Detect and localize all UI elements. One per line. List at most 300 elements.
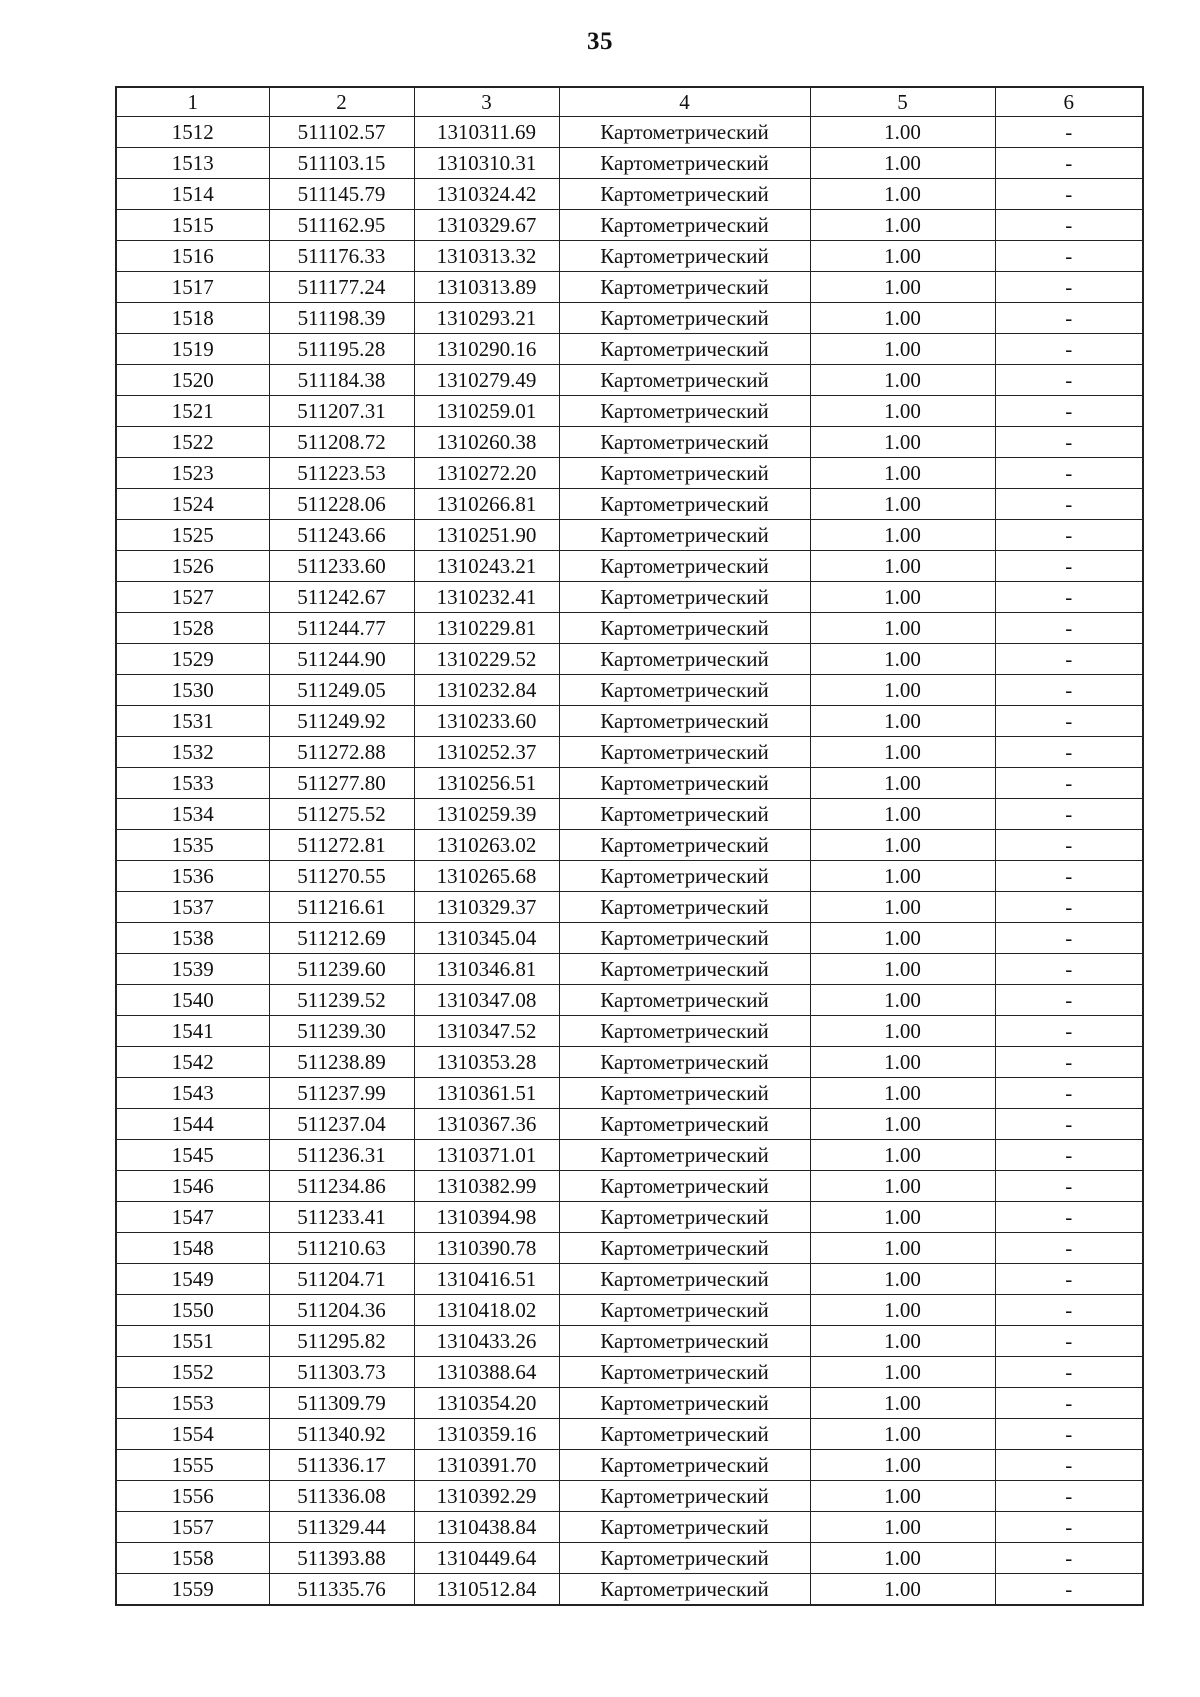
table-row bbox=[116, 1357, 1143, 1388]
accuracy-cell: 1.00 bbox=[810, 613, 995, 644]
x-coordinate-cell: 511233.60 bbox=[269, 551, 414, 582]
table-row bbox=[116, 489, 1143, 520]
description-cell: - bbox=[995, 1047, 1143, 1078]
y-coordinate-cell: 1310329.37 bbox=[414, 892, 559, 923]
point-number-cell: 1547 bbox=[116, 1202, 269, 1233]
point-number-cell: 1516 bbox=[116, 241, 269, 272]
y-coordinate-cell: 1310438.84 bbox=[414, 1512, 559, 1543]
accuracy-cell: 1.00 bbox=[810, 1574, 995, 1606]
method-cell: Картометрический bbox=[559, 861, 810, 892]
method-cell: Картометрический bbox=[559, 1543, 810, 1574]
point-number-cell: 1536 bbox=[116, 861, 269, 892]
table-row bbox=[116, 1512, 1143, 1543]
y-coordinate-cell: 1310251.90 bbox=[414, 520, 559, 551]
method-cell: Картометрический bbox=[559, 737, 810, 768]
table-row bbox=[116, 1047, 1143, 1078]
y-coordinate-cell: 1310243.21 bbox=[414, 551, 559, 582]
table-row bbox=[116, 1388, 1143, 1419]
table-row bbox=[116, 117, 1143, 148]
y-coordinate-cell: 1310390.78 bbox=[414, 1233, 559, 1264]
point-number-cell: 1550 bbox=[116, 1295, 269, 1326]
y-coordinate-cell: 1310324.42 bbox=[414, 179, 559, 210]
description-cell: - bbox=[995, 923, 1143, 954]
description-cell: - bbox=[995, 551, 1143, 582]
description-cell: - bbox=[995, 427, 1143, 458]
y-coordinate-cell: 1310229.52 bbox=[414, 644, 559, 675]
point-number-cell: 1519 bbox=[116, 334, 269, 365]
y-coordinate-cell: 1310272.20 bbox=[414, 458, 559, 489]
y-coordinate-cell: 1310353.28 bbox=[414, 1047, 559, 1078]
accuracy-cell: 1.00 bbox=[810, 272, 995, 303]
x-coordinate-cell: 511195.28 bbox=[269, 334, 414, 365]
method-cell: Картометрический bbox=[559, 1574, 810, 1606]
accuracy-cell: 1.00 bbox=[810, 1078, 995, 1109]
table-row bbox=[116, 644, 1143, 675]
method-cell: Картометрический bbox=[559, 241, 810, 272]
description-cell: - bbox=[995, 1388, 1143, 1419]
accuracy-cell: 1.00 bbox=[810, 1233, 995, 1264]
y-coordinate-cell: 1310229.81 bbox=[414, 613, 559, 644]
accuracy-cell: 1.00 bbox=[810, 768, 995, 799]
accuracy-cell: 1.00 bbox=[810, 954, 995, 985]
method-cell: Картометрический bbox=[559, 1202, 810, 1233]
description-cell: - bbox=[995, 210, 1143, 241]
accuracy-cell: 1.00 bbox=[810, 1388, 995, 1419]
method-cell: Картометрический bbox=[559, 706, 810, 737]
x-coordinate-cell: 511249.05 bbox=[269, 675, 414, 706]
coordinates-table bbox=[115, 86, 1144, 1606]
accuracy-cell: 1.00 bbox=[810, 675, 995, 706]
x-coordinate-cell: 511239.30 bbox=[269, 1016, 414, 1047]
point-number-cell: 1557 bbox=[116, 1512, 269, 1543]
accuracy-cell: 1.00 bbox=[810, 489, 995, 520]
method-cell: Картометрический bbox=[559, 1419, 810, 1450]
method-cell: Картометрический bbox=[559, 148, 810, 179]
point-number-cell: 1558 bbox=[116, 1543, 269, 1574]
y-coordinate-cell: 1310418.02 bbox=[414, 1295, 559, 1326]
x-coordinate-cell: 511237.04 bbox=[269, 1109, 414, 1140]
x-coordinate-cell: 511102.57 bbox=[269, 117, 414, 148]
method-cell: Картометрический bbox=[559, 768, 810, 799]
x-coordinate-cell: 511198.39 bbox=[269, 303, 414, 334]
method-cell: Картометрический bbox=[559, 1326, 810, 1357]
table-row bbox=[116, 1016, 1143, 1047]
description-cell: - bbox=[995, 1016, 1143, 1047]
x-coordinate-cell: 511207.31 bbox=[269, 396, 414, 427]
table-row bbox=[116, 768, 1143, 799]
point-number-cell: 1551 bbox=[116, 1326, 269, 1357]
table-row bbox=[116, 551, 1143, 582]
method-cell: Картометрический bbox=[559, 613, 810, 644]
accuracy-cell: 1.00 bbox=[810, 830, 995, 861]
table-row bbox=[116, 830, 1143, 861]
table-row bbox=[116, 675, 1143, 706]
accuracy-cell: 1.00 bbox=[810, 365, 995, 396]
x-coordinate-cell: 511176.33 bbox=[269, 241, 414, 272]
description-cell: - bbox=[995, 1574, 1143, 1606]
x-coordinate-cell: 511204.36 bbox=[269, 1295, 414, 1326]
x-coordinate-cell: 511249.92 bbox=[269, 706, 414, 737]
x-coordinate-cell: 511208.72 bbox=[269, 427, 414, 458]
description-cell: - bbox=[995, 675, 1143, 706]
accuracy-cell: 1.00 bbox=[810, 706, 995, 737]
x-coordinate-cell: 511204.71 bbox=[269, 1264, 414, 1295]
table-row bbox=[116, 892, 1143, 923]
description-cell: - bbox=[995, 1140, 1143, 1171]
method-cell: Картометрический bbox=[559, 1233, 810, 1264]
header-cell-col-1: 1 bbox=[116, 87, 269, 117]
x-coordinate-cell: 511184.38 bbox=[269, 365, 414, 396]
point-number-cell: 1552 bbox=[116, 1357, 269, 1388]
table-row bbox=[116, 1419, 1143, 1450]
description-cell: - bbox=[995, 644, 1143, 675]
table-row bbox=[116, 1078, 1143, 1109]
accuracy-cell: 1.00 bbox=[810, 551, 995, 582]
description-cell: - bbox=[995, 241, 1143, 272]
accuracy-cell: 1.00 bbox=[810, 644, 995, 675]
description-cell: - bbox=[995, 1543, 1143, 1574]
x-coordinate-cell: 511295.82 bbox=[269, 1326, 414, 1357]
y-coordinate-cell: 1310232.41 bbox=[414, 582, 559, 613]
description-cell: - bbox=[995, 303, 1143, 334]
method-cell: Картометрический bbox=[559, 830, 810, 861]
method-cell: Картометрический bbox=[559, 1140, 810, 1171]
x-coordinate-cell: 511216.61 bbox=[269, 892, 414, 923]
method-cell: Картометрический bbox=[559, 272, 810, 303]
method-cell: Картометрический bbox=[559, 1078, 810, 1109]
accuracy-cell: 1.00 bbox=[810, 582, 995, 613]
y-coordinate-cell: 1310391.70 bbox=[414, 1450, 559, 1481]
description-cell: - bbox=[995, 1202, 1143, 1233]
table-row bbox=[116, 210, 1143, 241]
point-number-cell: 1540 bbox=[116, 985, 269, 1016]
header-cell-col-4: 4 bbox=[559, 87, 810, 117]
table-row bbox=[116, 179, 1143, 210]
method-cell: Картометрический bbox=[559, 1450, 810, 1481]
y-coordinate-cell: 1310329.67 bbox=[414, 210, 559, 241]
point-number-cell: 1514 bbox=[116, 179, 269, 210]
x-coordinate-cell: 511277.80 bbox=[269, 768, 414, 799]
method-cell: Картометрический bbox=[559, 179, 810, 210]
table-row bbox=[116, 1109, 1143, 1140]
x-coordinate-cell: 511228.06 bbox=[269, 489, 414, 520]
description-cell: - bbox=[995, 861, 1143, 892]
table-row bbox=[116, 458, 1143, 489]
method-cell: Картометрический bbox=[559, 1357, 810, 1388]
y-coordinate-cell: 1310293.21 bbox=[414, 303, 559, 334]
accuracy-cell: 1.00 bbox=[810, 303, 995, 334]
y-coordinate-cell: 1310259.01 bbox=[414, 396, 559, 427]
x-coordinate-cell: 511243.66 bbox=[269, 520, 414, 551]
point-number-cell: 1556 bbox=[116, 1481, 269, 1512]
x-coordinate-cell: 511340.92 bbox=[269, 1419, 414, 1450]
table-row bbox=[116, 1295, 1143, 1326]
description-cell: - bbox=[995, 985, 1143, 1016]
y-coordinate-cell: 1310394.98 bbox=[414, 1202, 559, 1233]
y-coordinate-cell: 1310354.20 bbox=[414, 1388, 559, 1419]
accuracy-cell: 1.00 bbox=[810, 1481, 995, 1512]
description-cell: - bbox=[995, 1109, 1143, 1140]
x-coordinate-cell: 511212.69 bbox=[269, 923, 414, 954]
x-coordinate-cell: 511393.88 bbox=[269, 1543, 414, 1574]
accuracy-cell: 1.00 bbox=[810, 1264, 995, 1295]
x-coordinate-cell: 511336.17 bbox=[269, 1450, 414, 1481]
method-cell: Картометрический bbox=[559, 1109, 810, 1140]
table-row bbox=[116, 1233, 1143, 1264]
point-number-cell: 1530 bbox=[116, 675, 269, 706]
y-coordinate-cell: 1310265.68 bbox=[414, 861, 559, 892]
x-coordinate-cell: 511223.53 bbox=[269, 458, 414, 489]
accuracy-cell: 1.00 bbox=[810, 1326, 995, 1357]
accuracy-cell: 1.00 bbox=[810, 737, 995, 768]
description-cell: - bbox=[995, 1326, 1143, 1357]
point-number-cell: 1513 bbox=[116, 148, 269, 179]
description-cell: - bbox=[995, 1264, 1143, 1295]
y-coordinate-cell: 1310416.51 bbox=[414, 1264, 559, 1295]
x-coordinate-cell: 511272.88 bbox=[269, 737, 414, 768]
x-coordinate-cell: 511210.63 bbox=[269, 1233, 414, 1264]
y-coordinate-cell: 1310347.08 bbox=[414, 985, 559, 1016]
point-number-cell: 1527 bbox=[116, 582, 269, 613]
table-row bbox=[116, 861, 1143, 892]
accuracy-cell: 1.00 bbox=[810, 1419, 995, 1450]
method-cell: Картометрический bbox=[559, 427, 810, 458]
y-coordinate-cell: 1310449.64 bbox=[414, 1543, 559, 1574]
x-coordinate-cell: 511233.41 bbox=[269, 1202, 414, 1233]
point-number-cell: 1512 bbox=[116, 117, 269, 148]
point-number-cell: 1520 bbox=[116, 365, 269, 396]
description-cell: - bbox=[995, 272, 1143, 303]
point-number-cell: 1533 bbox=[116, 768, 269, 799]
table-row bbox=[116, 272, 1143, 303]
y-coordinate-cell: 1310388.64 bbox=[414, 1357, 559, 1388]
x-coordinate-cell: 511275.52 bbox=[269, 799, 414, 830]
table-row bbox=[116, 1264, 1143, 1295]
x-coordinate-cell: 511303.73 bbox=[269, 1357, 414, 1388]
method-cell: Картометрический bbox=[559, 923, 810, 954]
y-coordinate-cell: 1310371.01 bbox=[414, 1140, 559, 1171]
accuracy-cell: 1.00 bbox=[810, 799, 995, 830]
method-cell: Картометрический bbox=[559, 210, 810, 241]
x-coordinate-cell: 511244.77 bbox=[269, 613, 414, 644]
x-coordinate-cell: 511244.90 bbox=[269, 644, 414, 675]
point-number-cell: 1553 bbox=[116, 1388, 269, 1419]
description-cell: - bbox=[995, 1419, 1143, 1450]
point-number-cell: 1544 bbox=[116, 1109, 269, 1140]
method-cell: Картометрический bbox=[559, 1264, 810, 1295]
description-cell: - bbox=[995, 1512, 1143, 1543]
y-coordinate-cell: 1310359.16 bbox=[414, 1419, 559, 1450]
description-cell: - bbox=[995, 148, 1143, 179]
description-cell: - bbox=[995, 954, 1143, 985]
description-cell: - bbox=[995, 396, 1143, 427]
description-cell: - bbox=[995, 1171, 1143, 1202]
x-coordinate-cell: 511272.81 bbox=[269, 830, 414, 861]
method-cell: Картометрический bbox=[559, 1295, 810, 1326]
description-cell: - bbox=[995, 737, 1143, 768]
point-number-cell: 1518 bbox=[116, 303, 269, 334]
method-cell: Картометрический bbox=[559, 551, 810, 582]
point-number-cell: 1524 bbox=[116, 489, 269, 520]
table-row bbox=[116, 1202, 1143, 1233]
accuracy-cell: 1.00 bbox=[810, 458, 995, 489]
description-cell: - bbox=[995, 582, 1143, 613]
table-row bbox=[116, 582, 1143, 613]
y-coordinate-cell: 1310256.51 bbox=[414, 768, 559, 799]
description-cell: - bbox=[995, 489, 1143, 520]
point-number-cell: 1538 bbox=[116, 923, 269, 954]
accuracy-cell: 1.00 bbox=[810, 1047, 995, 1078]
table-row bbox=[116, 706, 1143, 737]
accuracy-cell: 1.00 bbox=[810, 923, 995, 954]
accuracy-cell: 1.00 bbox=[810, 985, 995, 1016]
point-number-cell: 1521 bbox=[116, 396, 269, 427]
x-coordinate-cell: 511329.44 bbox=[269, 1512, 414, 1543]
accuracy-cell: 1.00 bbox=[810, 1357, 995, 1388]
y-coordinate-cell: 1310433.26 bbox=[414, 1326, 559, 1357]
accuracy-cell: 1.00 bbox=[810, 210, 995, 241]
y-coordinate-cell: 1310311.69 bbox=[414, 117, 559, 148]
method-cell: Картометрический bbox=[559, 1016, 810, 1047]
description-cell: - bbox=[995, 830, 1143, 861]
method-cell: Картометрический bbox=[559, 489, 810, 520]
description-cell: - bbox=[995, 1481, 1143, 1512]
point-number-cell: 1548 bbox=[116, 1233, 269, 1264]
x-coordinate-cell: 511177.24 bbox=[269, 272, 414, 303]
point-number-cell: 1525 bbox=[116, 520, 269, 551]
x-coordinate-cell: 511336.08 bbox=[269, 1481, 414, 1512]
x-coordinate-cell: 511335.76 bbox=[269, 1574, 414, 1606]
accuracy-cell: 1.00 bbox=[810, 396, 995, 427]
y-coordinate-cell: 1310263.02 bbox=[414, 830, 559, 861]
method-cell: Картометрический bbox=[559, 644, 810, 675]
method-cell: Картометрический bbox=[559, 1512, 810, 1543]
x-coordinate-cell: 511162.95 bbox=[269, 210, 414, 241]
x-coordinate-cell: 511239.60 bbox=[269, 954, 414, 985]
method-cell: Картометрический bbox=[559, 520, 810, 551]
accuracy-cell: 1.00 bbox=[810, 520, 995, 551]
y-coordinate-cell: 1310345.04 bbox=[414, 923, 559, 954]
table-row bbox=[116, 334, 1143, 365]
point-number-cell: 1532 bbox=[116, 737, 269, 768]
point-number-cell: 1545 bbox=[116, 1140, 269, 1171]
description-cell: - bbox=[995, 1357, 1143, 1388]
point-number-cell: 1534 bbox=[116, 799, 269, 830]
point-number-cell: 1517 bbox=[116, 272, 269, 303]
table-row bbox=[116, 1171, 1143, 1202]
y-coordinate-cell: 1310232.84 bbox=[414, 675, 559, 706]
accuracy-cell: 1.00 bbox=[810, 334, 995, 365]
method-cell: Картометрический bbox=[559, 799, 810, 830]
point-number-cell: 1528 bbox=[116, 613, 269, 644]
accuracy-cell: 1.00 bbox=[810, 1016, 995, 1047]
table-row bbox=[116, 427, 1143, 458]
method-cell: Картометрический bbox=[559, 582, 810, 613]
point-number-cell: 1529 bbox=[116, 644, 269, 675]
accuracy-cell: 1.00 bbox=[810, 892, 995, 923]
description-cell: - bbox=[995, 458, 1143, 489]
point-number-cell: 1539 bbox=[116, 954, 269, 985]
method-cell: Картометрический bbox=[559, 985, 810, 1016]
y-coordinate-cell: 1310382.99 bbox=[414, 1171, 559, 1202]
x-coordinate-cell: 511309.79 bbox=[269, 1388, 414, 1419]
y-coordinate-cell: 1310347.52 bbox=[414, 1016, 559, 1047]
x-coordinate-cell: 511237.99 bbox=[269, 1078, 414, 1109]
method-cell: Картометрический bbox=[559, 458, 810, 489]
page-number: 35 bbox=[587, 28, 613, 55]
table-row bbox=[116, 985, 1143, 1016]
y-coordinate-cell: 1310313.89 bbox=[414, 272, 559, 303]
method-cell: Картометрический bbox=[559, 1481, 810, 1512]
y-coordinate-cell: 1310252.37 bbox=[414, 737, 559, 768]
table-row bbox=[116, 520, 1143, 551]
table-header-row bbox=[116, 87, 1143, 117]
method-cell: Картометрический bbox=[559, 954, 810, 985]
method-cell: Картометрический bbox=[559, 1171, 810, 1202]
y-coordinate-cell: 1310310.31 bbox=[414, 148, 559, 179]
x-coordinate-cell: 511239.52 bbox=[269, 985, 414, 1016]
y-coordinate-cell: 1310346.81 bbox=[414, 954, 559, 985]
accuracy-cell: 1.00 bbox=[810, 427, 995, 458]
header-cell-col-5: 5 bbox=[810, 87, 995, 117]
method-cell: Картометрический bbox=[559, 303, 810, 334]
accuracy-cell: 1.00 bbox=[810, 117, 995, 148]
method-cell: Картометрический bbox=[559, 396, 810, 427]
accuracy-cell: 1.00 bbox=[810, 861, 995, 892]
point-number-cell: 1526 bbox=[116, 551, 269, 582]
accuracy-cell: 1.00 bbox=[810, 1295, 995, 1326]
accuracy-cell: 1.00 bbox=[810, 1109, 995, 1140]
description-cell: - bbox=[995, 892, 1143, 923]
description-cell: - bbox=[995, 179, 1143, 210]
description-cell: - bbox=[995, 1450, 1143, 1481]
point-number-cell: 1555 bbox=[116, 1450, 269, 1481]
accuracy-cell: 1.00 bbox=[810, 179, 995, 210]
y-coordinate-cell: 1310260.38 bbox=[414, 427, 559, 458]
accuracy-cell: 1.00 bbox=[810, 1171, 995, 1202]
description-cell: - bbox=[995, 1295, 1143, 1326]
table-row bbox=[116, 737, 1143, 768]
description-cell: - bbox=[995, 768, 1143, 799]
x-coordinate-cell: 511236.31 bbox=[269, 1140, 414, 1171]
point-number-cell: 1541 bbox=[116, 1016, 269, 1047]
table-row bbox=[116, 1481, 1143, 1512]
description-cell: - bbox=[995, 706, 1143, 737]
accuracy-cell: 1.00 bbox=[810, 1450, 995, 1481]
table-body bbox=[116, 117, 1143, 1606]
y-coordinate-cell: 1310259.39 bbox=[414, 799, 559, 830]
table-row bbox=[116, 241, 1143, 272]
y-coordinate-cell: 1310392.29 bbox=[414, 1481, 559, 1512]
point-number-cell: 1543 bbox=[116, 1078, 269, 1109]
method-cell: Картометрический bbox=[559, 117, 810, 148]
table-row bbox=[116, 613, 1143, 644]
table-row bbox=[116, 365, 1143, 396]
x-coordinate-cell: 511103.15 bbox=[269, 148, 414, 179]
point-number-cell: 1535 bbox=[116, 830, 269, 861]
point-number-cell: 1546 bbox=[116, 1171, 269, 1202]
point-number-cell: 1542 bbox=[116, 1047, 269, 1078]
method-cell: Картометрический bbox=[559, 365, 810, 396]
description-cell: - bbox=[995, 365, 1143, 396]
x-coordinate-cell: 511234.86 bbox=[269, 1171, 414, 1202]
table-row bbox=[116, 396, 1143, 427]
method-cell: Картометрический bbox=[559, 1047, 810, 1078]
method-cell: Картометрический bbox=[559, 892, 810, 923]
table-row bbox=[116, 1450, 1143, 1481]
description-cell: - bbox=[995, 1233, 1143, 1264]
point-number-cell: 1554 bbox=[116, 1419, 269, 1450]
